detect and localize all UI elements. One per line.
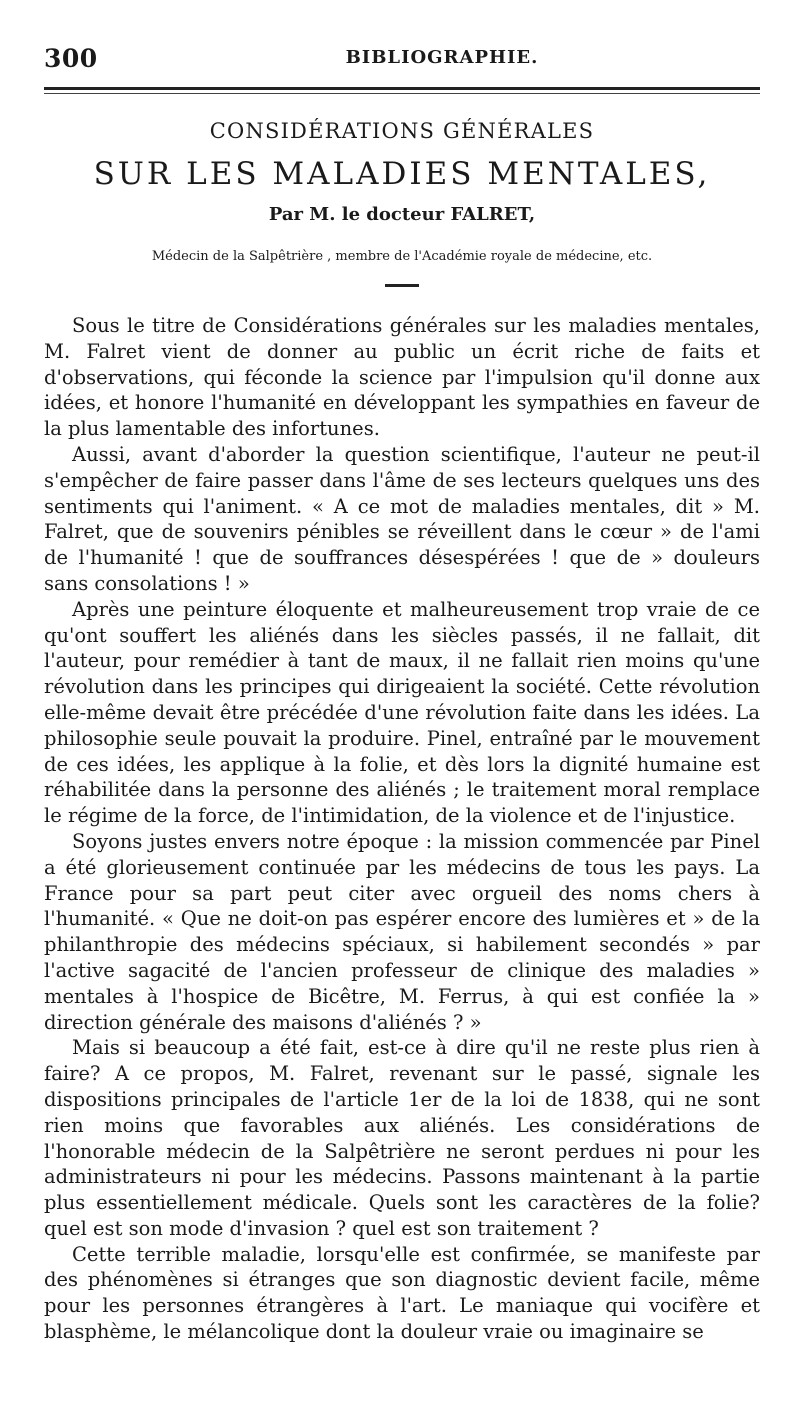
article-byline: Par M. le docteur FALRET, <box>268 204 536 225</box>
article-title-line-2: SUR LES MALADIES MENTALES, <box>93 156 711 192</box>
title-separator-rule <box>385 284 419 287</box>
paragraph: Soyons justes envers notre époque : la mission commencée par Pinel a été glorieusement continuée par les médecins de tous les pays. La France pour sa part peut citer avec orgueil des noms chers à l'humanité. « Que ne doit-on pas espérer encore des lumières et » de la philanthropie des médecins spéciaux, si habilement secondés » par l'active sagacité de l'ancien professeur de clinique des maladies » mentales à l'hospice de Bicêtre, M. Ferrus, à qui est confiée la » direction générale des maisons d'aliénés ? » <box>44 829 760 1034</box>
article-title-line-1: CONSIDÉRATIONS GÉNÉRALES <box>209 119 595 143</box>
header-rule-thick <box>44 87 760 90</box>
article-title-block <box>44 118 760 287</box>
paragraph: Sous le titre de Considérations générales sur les maladies mentales, M. Falret vient de donner au public un écrit riche de faits et d'observations, qui féconde la science par l'impulsion qu'il donne aux idées, et honore l'humanité en développant les sympathies en faveur de la plus lamentable des infortunes. <box>44 314 760 441</box>
author-credentials: Médecin de la Salpêtrière , membre de l'Académie royale de médecine, etc. <box>151 249 653 264</box>
running-header <box>44 0 760 90</box>
paragraph: Après une peinture éloquente et malheureusement trop vraie de ce qu'ont souffert les aliénés dans les siècles passés, il ne fallait, dit l'auteur, pour remédier à tant de maux, il ne fallait rien moins qu'une révolution dans les principes qui dirigeaient la société. Cette révolution elle-même devait être précédée d'une révolution faite dans les idées. La philosophie seule pouvait la produire. Pinel, entraîné par le mouvement de ces idées, les applique à la folie, et dès lors la dignité humaine est réhabilitée dans la personne des aliénés ; le traitement moral remplace le régime de la force, de l'intimidation, de la violence et de l'injustice. <box>44 597 760 828</box>
article-body <box>44 313 760 1345</box>
paragraph: Aussi, avant d'aborder la question scientifique, l'auteur ne peut-il s'empêcher de faire passer dans l'âme de ses lecteurs quelques uns des sentiments qui l'animent. « A ce mot de maladies mentales, dit » M. Falret, que de souvenirs pénibles se réveillent dans le cœur » de l'ami de l'humanité ! que de souffrances désespérées ! que de » douleurs sans consolations ! » <box>44 442 760 595</box>
header-rule-thin <box>44 93 760 94</box>
paragraph: Mais si beaucoup a été fait, est-ce à dire qu'il ne reste plus rien à faire? A ce propos, M. Falret, revenant sur le passé, signale les dispositions principales de l'article 1er de la loi de 1838, qui ne sont rien moins que favorables aux aliénés. Les considérations de l'honorable médecin de la Salpêtrière ne seront perdues ni pour les administrateurs ni pour les médecins. Passons maintenant à la partie plus essentiellement médicale. Quels sont les caractères de la folie? quel est son mode d'invasion ? quel est son traitement ? <box>44 1036 760 1240</box>
paragraph: Cette terrible maladie, lorsqu'elle est confirmée, se manifeste par des phénomènes si étranges que son diagnostic devient facile, même pour les personnes étrangères à l'art. Le maniaque qui vocifère et blasphème, le mélancolique dont la douleur vraie ou imaginaire se <box>44 1242 760 1344</box>
running-title: BIBLIOGRAPHIE. <box>345 47 539 68</box>
page-number: 300 <box>44 44 98 73</box>
